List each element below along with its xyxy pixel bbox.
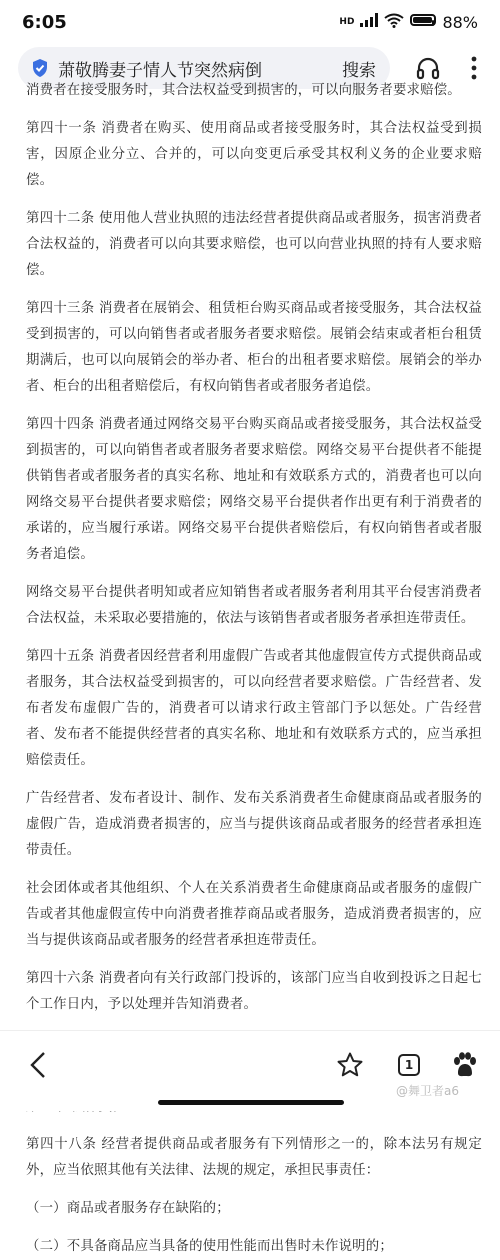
- tabs-button[interactable]: [389, 1045, 429, 1085]
- shield-icon: [30, 57, 50, 79]
- article-paragraph: 第四十八条 经营者提供商品或者服务有下列情形之一的，除本法另有规定外，应当依照其他有关法律、法规的规定，承担民事责任：: [26, 1137, 482, 1178]
- home-indicator[interactable]: [158, 1100, 344, 1105]
- status-time: 6:05: [22, 11, 67, 33]
- network-type-label: HD: [339, 17, 355, 27]
- battery-level: 88%: [442, 12, 478, 32]
- article-paragraph: 第四十一条 消费者在购买、使用商品或者接受服务时，其合法权益受到损害，因原企业分立、合并的，可以向变更后承受其权利义务的企业要求赔偿。: [26, 121, 482, 188]
- article-paragraph: 广告经营者、发布者设计、制作、发布关系消费者生命健康商品或者服务的虚假广告，造成消费者损害的，应当与提供该商品或者服务的经营者承担连带责任。: [26, 791, 482, 858]
- article-list-item: （一）商品或者服务存在缺陷的；: [26, 1201, 230, 1216]
- signal-icon: [360, 13, 378, 31]
- star-icon[interactable]: [330, 1045, 370, 1085]
- article-paragraph: 第四十五条 消费者因经营者利用虚假广告或者其他虚假宣传方式提供商品或者服务，其合法权益受到损害的，可以向经营者要求赔偿。广告经营者、发布者发布虚假广告的，消费者可以请求行政主管部门予以惩处。广告经营者、发布者不能提供经营者的真实名称、地址和有效联系方式的，应当承担赔偿责任。: [26, 649, 482, 768]
- article-paragraph: 第四十四条 消费者通过网络交易平台购买商品或者接受服务，其合法权益受到损害的，可以向销售者或者服务者要求赔偿。网络交易平台提供者不能提供销售者或者服务者的真实名称、地址和有效联系方式的，消费者也可以向网络交易平台提供者要求赔偿；网络交易平台提供者作出更有利于消费者的承诺的，应当履行承诺。网络交易平台提供者赔偿后，有权向销售者或者服务者追偿。: [26, 417, 482, 562]
- paw-icon[interactable]: [444, 1045, 484, 1085]
- battery-icon: [410, 14, 436, 30]
- article-paragraph: 第四十二条 使用他人营业执照的违法经营者提供商品或者服务，损害消费者合法权益的，消费者可以向其要求赔偿，也可以向营业执照的持有人要求赔偿。: [26, 211, 482, 278]
- status-indicators: [339, 13, 478, 32]
- watermark: @舞卫者a6: [396, 1084, 459, 1098]
- back-arrow-icon[interactable]: [18, 1045, 58, 1085]
- article-paragraph: 第四十三条 消费者在展销会、租赁柜台购买商品或者接受服务，其合法权益受到损害的，可以向销售者或者服务者要求赔偿。展销会结束或者柜台租赁期满后，也可以向展销会的举办者、柜台的出租者要求赔偿。展销会的举办者、柜台的出租者赔偿后，有权向销售者或者服务者追偿。: [26, 301, 482, 394]
- article-list-item: （二）不具备商品应当具备的使用性能而出售时未作说明的；: [26, 1239, 393, 1254]
- status-bar: [0, 0, 500, 44]
- article-paragraph: 网络交易平台提供者明知或者应知销售者或者服务者利用其平台侵害消费者合法权益，未采取必要措施的，依法与该销售者或者服务者承担连带责任。: [26, 585, 482, 626]
- wifi-icon: [384, 13, 404, 32]
- article-paragraph: 社会团体或者其他组织、个人在关系消费者生命健康商品或者服务的虚假广告或者其他虚假宣传中向消费者推荐商品或者服务，造成消费者损害的，应当与提供该商品或者服务的经营者承担连带责任。: [26, 881, 482, 948]
- article-paragraph: 第四十六条 消费者向有关行政部门投诉的，该部门应当自收到投诉之日起七个工作日内，予以处理并告知消费者。: [26, 971, 482, 1012]
- search-input[interactable]: 萧敬腾妻子情人节突然病倒: [58, 60, 262, 81]
- search-button[interactable]: 搜索: [342, 60, 376, 81]
- tab-count: 1: [398, 1054, 420, 1076]
- article-paragraph: 消费者在接受服务时，其合法权益受到损害的，可以向服务者要求赔偿。: [26, 83, 461, 98]
